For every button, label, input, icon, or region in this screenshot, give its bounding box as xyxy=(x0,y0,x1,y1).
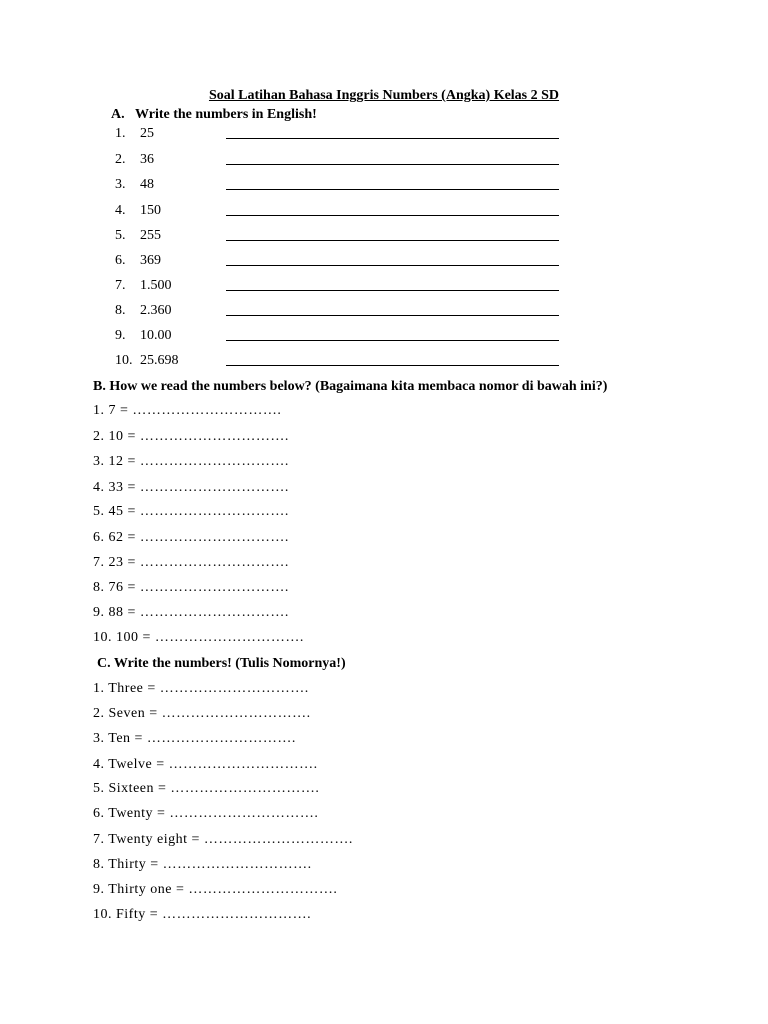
section-b-item: 7. 23 = …………………………. xyxy=(93,555,289,570)
item-value: 1.500 xyxy=(140,278,172,293)
item-number: 3. xyxy=(115,177,126,192)
section-c-item: 1. Three = …………………………. xyxy=(93,681,309,696)
section-b-item: 5. 45 = …………………………. xyxy=(93,504,289,519)
item-number: 8. xyxy=(115,303,126,318)
section-c-item: 4. Twelve = …………………………. xyxy=(93,757,318,772)
section-b-item: 4. 33 = …………………………. xyxy=(93,480,289,495)
item-value: 10.00 xyxy=(140,328,172,343)
answer-line[interactable] xyxy=(226,315,559,316)
section-b-item: 6. 62 = …………………………. xyxy=(93,530,289,545)
answer-line[interactable] xyxy=(226,138,559,139)
item-number: 9. xyxy=(115,328,126,343)
item-number: 1. xyxy=(115,126,126,141)
item-value: 255 xyxy=(140,228,161,243)
section-a-heading-text: Write the numbers in English! xyxy=(135,107,317,122)
answer-line[interactable] xyxy=(226,340,559,341)
answer-line[interactable] xyxy=(226,164,559,165)
item-number: 10. xyxy=(115,353,133,368)
item-value: 25.698 xyxy=(140,353,179,368)
section-b-item: 1. 7 = …………………………. xyxy=(93,403,282,418)
section-a-marker: A. xyxy=(111,107,125,122)
worksheet-title: Soal Latihan Bahasa Inggris Numbers (Angka) Kelas 2 SD xyxy=(208,88,560,103)
item-value: 2.360 xyxy=(140,303,172,318)
answer-line[interactable] xyxy=(226,265,559,266)
answer-line[interactable] xyxy=(226,365,559,366)
section-c-item: 9. Thirty one = …………………………. xyxy=(93,882,338,897)
answer-line[interactable] xyxy=(226,189,559,190)
section-b-heading: B. How we read the numbers below? (Bagaimana kita membaca nomor di bawah ini?) xyxy=(93,379,608,394)
section-c-item: 10. Fifty = …………………………. xyxy=(93,907,312,922)
item-number: 6. xyxy=(115,253,126,268)
section-b-item: 3. 12 = …………………………. xyxy=(93,454,289,469)
section-c-item: 7. Twenty eight = …………………………. xyxy=(93,832,353,847)
item-value: 36 xyxy=(140,152,154,167)
item-value: 48 xyxy=(140,177,154,192)
section-a-heading xyxy=(111,106,317,124)
section-b-item: 2. 10 = …………………………. xyxy=(93,429,289,444)
item-number: 4. xyxy=(115,203,126,218)
item-number: 7. xyxy=(115,278,126,293)
section-c-item: 5. Sixteen = …………………………. xyxy=(93,781,320,796)
item-number: 5. xyxy=(115,228,126,243)
section-c-item: 8. Thirty = …………………………. xyxy=(93,857,312,872)
section-c-item: 6. Twenty = …………………………. xyxy=(93,806,319,821)
item-value: 369 xyxy=(140,253,161,268)
answer-line[interactable] xyxy=(226,215,559,216)
answer-line[interactable] xyxy=(226,290,559,291)
item-number: 2. xyxy=(115,152,126,167)
section-b-item: 10. 100 = …………………………. xyxy=(93,630,304,645)
section-c-item: 3. Ten = …………………………. xyxy=(93,731,296,746)
item-value: 25 xyxy=(140,126,154,141)
section-c-heading: C. Write the numbers! (Tulis Nomornya!) xyxy=(97,656,346,671)
answer-line[interactable] xyxy=(226,240,559,241)
section-b-item: 9. 88 = …………………………. xyxy=(93,605,289,620)
section-b-item: 8. 76 = …………………………. xyxy=(93,580,289,595)
item-value: 150 xyxy=(140,203,161,218)
section-c-item: 2. Seven = …………………………. xyxy=(93,706,311,721)
